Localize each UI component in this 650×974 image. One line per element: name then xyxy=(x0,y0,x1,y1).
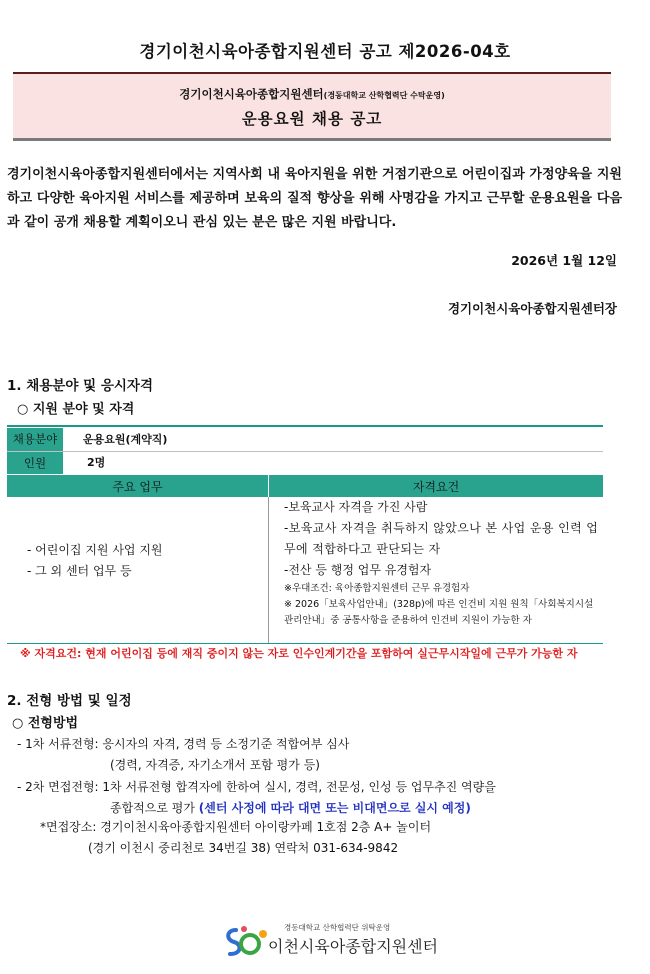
step2-detail-line xyxy=(110,799,471,816)
count-label: 인원 xyxy=(7,452,63,474)
list-item: - 그 외 센터 업무 등 xyxy=(27,564,132,578)
notice-banner xyxy=(13,72,611,141)
logo-caption: 경동대학교 산학협력단 위탁운영 xyxy=(284,923,391,932)
eligibility-warning: ※ 자격요건: 현재 어린이집 등에 재직 중이지 않는 자로 인수인계기간을 포함하여 실근무시작일에 근무가 가능한 자 xyxy=(20,647,578,660)
section2-subheading: ○ 전형방법 xyxy=(12,716,79,731)
banner-org-line xyxy=(13,86,611,102)
field-label: 채용분야 xyxy=(7,428,63,451)
notice-date: 2026년 1월 12일 xyxy=(511,253,617,268)
table-row-field xyxy=(7,428,603,452)
table-bottom-rule xyxy=(7,643,603,644)
banner-org-note: (경동대학교 산학협력단 수탁운영) xyxy=(323,91,445,100)
col-quals-header: 자격요건 xyxy=(412,480,460,494)
col-duties-header: 주요 업무 xyxy=(112,480,163,494)
qual-note-subsidy: ※ 2026「보육사업안내」(328p)에 따른 인건비 지원 원칙「사회복지시설 관리안내」중 공통사항을 준용하여 인건비 지원이 가능한 자 xyxy=(284,599,594,626)
qual-note-preferred: ※우대조건: 육아종합지원센터 근무 유경험자 xyxy=(284,583,470,594)
field-value: 운용요원(계약직) xyxy=(83,433,168,446)
section1-heading: 1. 채용분야 및 응시자격 xyxy=(7,378,153,394)
quals-list xyxy=(284,497,602,629)
list-item: -보육교사 자격을 취득하지 않았으나 본 사업 운용 인력 업무에 적합하다고 판단되는 자 xyxy=(284,521,599,556)
table-top-rule xyxy=(7,425,603,427)
interview-venue: *면접장소: 경기이천시육아종합지원센터 아이랑카페 1호점 2층 A+ 놀이터 xyxy=(40,820,432,834)
logo-mark-icon xyxy=(222,920,270,960)
table-row-count xyxy=(7,452,603,474)
step2-note: (센터 사정에 따라 대면 또는 비대면으로 실시 예정) xyxy=(198,801,471,815)
list-item: -전산 등 행정 업무 유경험자 xyxy=(284,563,432,577)
notice-signer: 경기이천시육아종합지원센터장 xyxy=(447,301,617,316)
step2-text: - 2차 면접전형: 1차 서류전형 합격자에 한하여 실시, 경력, 전문성, 인성 등 업무추진 역량을 xyxy=(17,780,496,794)
step1-detail: (경력, 자격증, 자기소개서 포함 평가 등) xyxy=(110,758,320,772)
list-item: - 어린이집 지원 사업 지원 xyxy=(27,543,163,557)
notice-title: 경기이천시육아종합지원센터 공고 제2026-04호 xyxy=(139,42,511,61)
count-value: 2명 xyxy=(87,456,106,469)
column-divider xyxy=(268,497,269,643)
venue-address: (경기 이천시 중리천로 34번길 38) 연락처 031-634-9842 xyxy=(88,841,399,855)
banner-title: 운용요원 채용 공고 xyxy=(241,110,383,128)
step1-text: - 1차 서류전형: 응시자의 자격, 경력 등 소정기준 적합여부 심사 xyxy=(17,737,350,751)
center-logo xyxy=(222,920,442,960)
duties-list xyxy=(27,540,163,582)
intro-paragraph: 경기이천시육아종합지원센터에서는 지역사회 내 육아지원을 위한 거점기관으로 어린이집과 가정양육을 지원하고 다양한 육아지원 서비스를 제공하며 보육의 질적 향상을 위해 사명감을 가지고 근무할 운용요원을 다음과 같이 공개 채용할 계획이오니 관심 있는 분은 많은 지원 바랍니다. xyxy=(7,167,622,230)
logo-name: 이천시육아종합지원센터 xyxy=(268,937,439,956)
list-item: -보육교사 자격을 가진 사람 xyxy=(284,500,428,514)
banner-org: 경기이천시육아종합지원센터 xyxy=(179,87,324,101)
table-header xyxy=(7,475,603,497)
section1-subheading: ○ 지원 분야 및 자격 xyxy=(17,402,135,417)
step2-detail: 종합적으로 평가 xyxy=(110,801,195,815)
section2-heading: 2. 전형 방법 및 일정 xyxy=(7,693,132,709)
